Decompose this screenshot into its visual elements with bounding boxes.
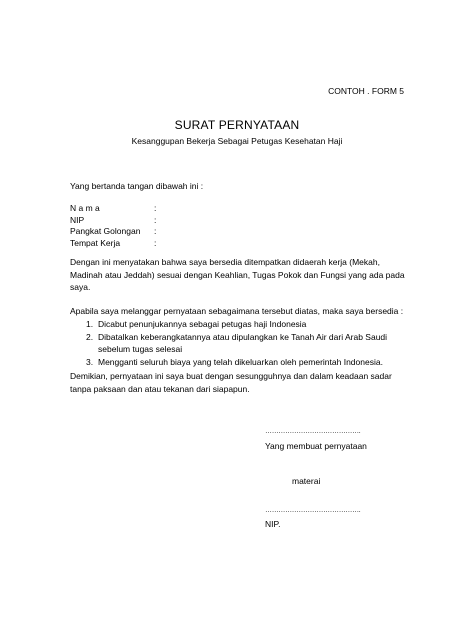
list-item [70, 356, 410, 369]
field-label: Pangkat Golongan [70, 226, 141, 236]
field-colon: : [154, 237, 157, 248]
list-item [70, 331, 410, 356]
list-item [70, 318, 410, 331]
signer-label: Yang membuat pernyataan [265, 441, 367, 451]
field-label: N a m a [70, 203, 100, 213]
field-label: NIP [70, 214, 85, 225]
field-colon: : [154, 226, 157, 236]
signature-name-line: ……………………………………. [265, 507, 361, 514]
statement-paragraph: Dengan ini menyatakan bahwa saya bersedia ditempatkan didaerah kerja (Mekah, Madinah atau Jeddah) sesuai dengan Keahlian, Tugas Pokok dan Fungsi yang ada pada saya. [70, 257, 405, 292]
list-number: 2. [86, 331, 94, 342]
list-text: Dicabut penunjukannya sebagai petugas haji Indonesia [98, 319, 307, 329]
field-label: Tempat Kerja [70, 237, 121, 248]
list-number: 3. [86, 356, 94, 367]
nip-label: NIP. [265, 519, 281, 529]
field-colon: : [154, 214, 157, 225]
stamp-label: materai [292, 476, 321, 486]
form-code: CONTOH . FORM 5 [328, 86, 404, 96]
signature-date-line: ……………………………………. [265, 428, 361, 435]
list-text: Mengganti seluruh biaya yang telah dikeluarkan oleh pemerintah Indonesia. [98, 356, 383, 367]
closing-paragraph: Demikian, pernyataan ini saya buat dengan sesungguhnya dan dalam keadaan sadar tanpa paksaan dan atau tekanan dari siapapun. [70, 371, 392, 394]
list-text: Dibatalkan keberangkatannya atau dipulangkan ke Tanah Air dari Arab Saudi sebelum tugas selesai [98, 331, 388, 354]
consequence-list [70, 318, 410, 368]
violation-paragraph: Apabila saya melanggar pernyataan sebagaimana tersebut diatas, maka saya bersedia : [70, 306, 404, 316]
document-subtitle: Kesanggupan Bekerja Sebagai Petugas Kesehatan Haji [131, 136, 343, 146]
intro-text: Yang bertanda tangan dibawah ini : [70, 181, 204, 191]
field-colon: : [154, 203, 157, 213]
document-title: SURAT PERNYATAAN [174, 118, 300, 132]
list-number: 1. [86, 319, 94, 329]
